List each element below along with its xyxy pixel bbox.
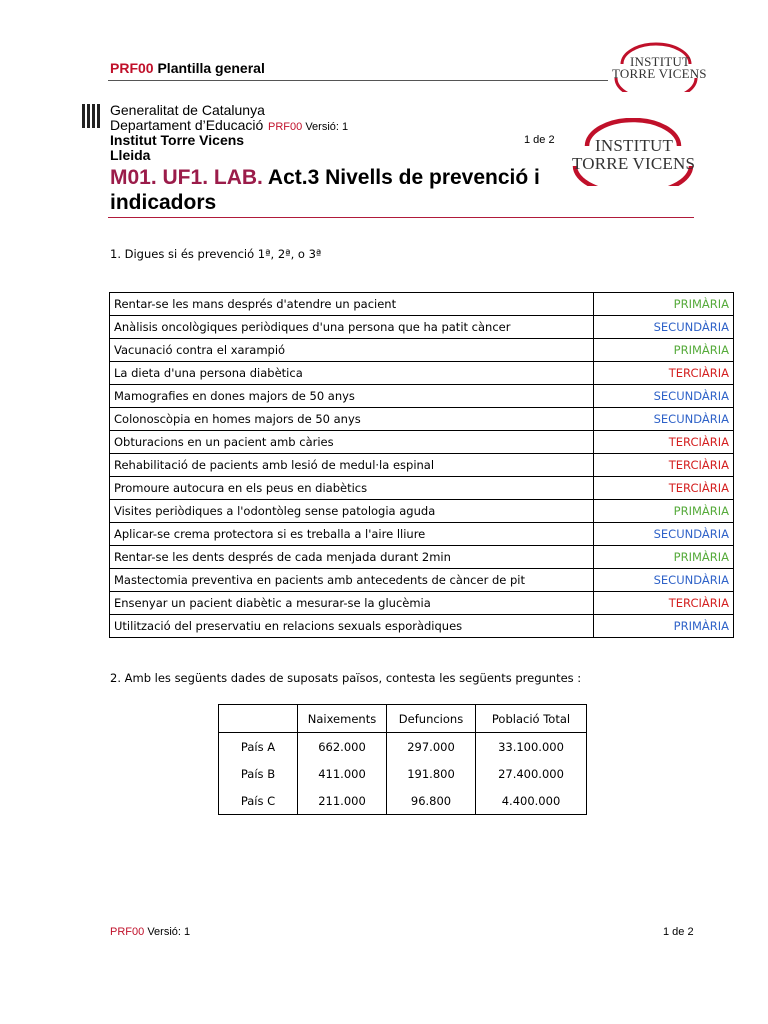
footer-code: PRF00 xyxy=(110,926,145,938)
logo-large-line1: INSTITUT xyxy=(595,136,674,155)
table-row xyxy=(219,733,587,761)
table-row xyxy=(110,569,734,592)
table-cell: 662.000 xyxy=(298,733,387,761)
prevention-level: TERCIÀRIA xyxy=(594,362,734,385)
table-row xyxy=(110,316,734,339)
prevention-level: SECUNDÀRIA xyxy=(594,569,734,592)
table-row xyxy=(219,760,587,787)
generalitat-emblem xyxy=(80,104,102,128)
prevention-measure: Anàlisis oncològiques periòdiques d'una persona que ha patit càncer xyxy=(110,316,594,339)
prevention-level: PRIMÀRIA xyxy=(594,500,734,523)
prevention-level: SECUNDÀRIA xyxy=(594,316,734,339)
question-2: 2. Amb les següents dades de suposats països, contesta les següents preguntes : xyxy=(110,671,582,685)
prevention-measure: Rentar-se les mans després d'atendre un pacient xyxy=(110,293,594,316)
table-cell: 211.000 xyxy=(298,787,387,815)
prevention-measure: Ensenyar un pacient diabètic a mesurar-se la glucèmia xyxy=(110,592,594,615)
logo-line1: INSTITUT xyxy=(630,54,691,69)
prevention-measure: Mamografies en dones majors de 50 anys xyxy=(110,385,594,408)
table-row xyxy=(110,339,734,362)
footer-version-label: Versió: 1 xyxy=(147,926,191,938)
column-header: Població Total xyxy=(476,705,587,733)
table-row xyxy=(110,454,734,477)
country-name: País C xyxy=(219,787,298,815)
doc-version xyxy=(268,121,348,133)
prevention-measure: Vacunació contra el xarampió xyxy=(110,339,594,362)
page-title xyxy=(110,165,580,215)
prevention-measure: Visites periòdiques a l'odontòleg sense patologia aguda xyxy=(110,500,594,523)
prevention-level: PRIMÀRIA xyxy=(594,339,734,362)
table-row xyxy=(110,362,734,385)
column-header: Naixements xyxy=(298,705,387,733)
prevention-level: PRIMÀRIA xyxy=(594,615,734,638)
institution-block xyxy=(110,103,265,163)
title-main: Act.3 Nivells de prevenció i indicadors xyxy=(110,166,540,214)
table-cell: 96.800 xyxy=(387,787,476,815)
table-row xyxy=(110,431,734,454)
template-name: Plantilla general xyxy=(157,60,265,76)
institut-logo-small xyxy=(608,42,707,92)
title-prefix: M01. UF1. LAB. xyxy=(110,166,263,189)
table-row xyxy=(110,477,734,500)
table-cell: 191.800 xyxy=(387,760,476,787)
prevention-measure: Obturacions en un pacient amb càries xyxy=(110,431,594,454)
prevention-measure: Mastectomia preventiva en pacients amb antecedents de càncer de pit xyxy=(110,569,594,592)
institution-line3: Institut Torre Vicens xyxy=(110,132,245,148)
doc-version-label: Versió: 1 xyxy=(305,121,349,133)
prevention-level: TERCIÀRIA xyxy=(594,477,734,500)
column-header xyxy=(219,705,298,733)
institution-line1: Generalitat de Catalunya xyxy=(110,102,265,118)
prevention-level: SECUNDÀRIA xyxy=(594,408,734,431)
table-row xyxy=(110,523,734,546)
prevention-measure: Rentar-se les dents després de cada menjada durant 2min xyxy=(110,546,594,569)
prevention-measure: Utilització del preservatiu en relacions sexuals esporàdiques xyxy=(110,615,594,638)
prevention-level: SECUNDÀRIA xyxy=(594,385,734,408)
prevention-table xyxy=(109,292,734,638)
footer-page-number: 1 de 2 xyxy=(663,926,694,938)
footer-version xyxy=(110,926,190,938)
column-header: Defuncions xyxy=(387,705,476,733)
prevention-level: PRIMÀRIA xyxy=(594,546,734,569)
template-code: PRF00 xyxy=(110,60,154,76)
logo-large-line2: TORRE VICENS xyxy=(572,154,696,173)
table-row xyxy=(110,592,734,615)
prevention-measure: Colonoscòpia en homes majors de 50 anys xyxy=(110,408,594,431)
table-cell: 27.400.000 xyxy=(476,760,587,787)
table-row xyxy=(110,408,734,431)
prevention-level: TERCIÀRIA xyxy=(594,431,734,454)
logo-line2: TORRE VICENS xyxy=(612,66,707,81)
table-cell: 33.100.000 xyxy=(476,733,587,761)
template-header xyxy=(110,60,265,76)
table-cell: 4.400.000 xyxy=(476,787,587,815)
table-cell: 297.000 xyxy=(387,733,476,761)
question-1: 1. Digues si és prevenció 1ª, 2ª, o 3ª xyxy=(110,247,322,261)
country-name: País B xyxy=(219,760,298,787)
table-row xyxy=(110,546,734,569)
table-row xyxy=(110,500,734,523)
prevention-measure: Rehabilitació de pacients amb lesió de medul·la espinal xyxy=(110,454,594,477)
title-divider xyxy=(108,217,694,218)
prevention-level: SECUNDÀRIA xyxy=(594,523,734,546)
prevention-level: TERCIÀRIA xyxy=(594,454,734,477)
prevention-level: PRIMÀRIA xyxy=(594,293,734,316)
table-row xyxy=(110,293,734,316)
table-row xyxy=(219,787,587,815)
header-divider xyxy=(108,80,608,81)
prevention-measure: Promoure autocura en els peus en diabètics xyxy=(110,477,594,500)
institution-line4: Lleida xyxy=(110,147,151,163)
prevention-measure: La dieta d'una persona diabètica xyxy=(110,362,594,385)
prevention-level: TERCIÀRIA xyxy=(594,592,734,615)
country-name: País A xyxy=(219,733,298,761)
doc-page-number: 1 de 2 xyxy=(524,134,555,146)
table-cell: 411.000 xyxy=(298,760,387,787)
prevention-measure: Aplicar-se crema protectora si es treballa a l'aire lliure xyxy=(110,523,594,546)
table-row xyxy=(110,615,734,638)
doc-code: PRF00 xyxy=(268,121,303,133)
table-row xyxy=(110,385,734,408)
institut-logo-large xyxy=(565,118,700,186)
country-data-table xyxy=(218,704,587,815)
institution-line2: Departament d’Educació xyxy=(110,117,264,133)
